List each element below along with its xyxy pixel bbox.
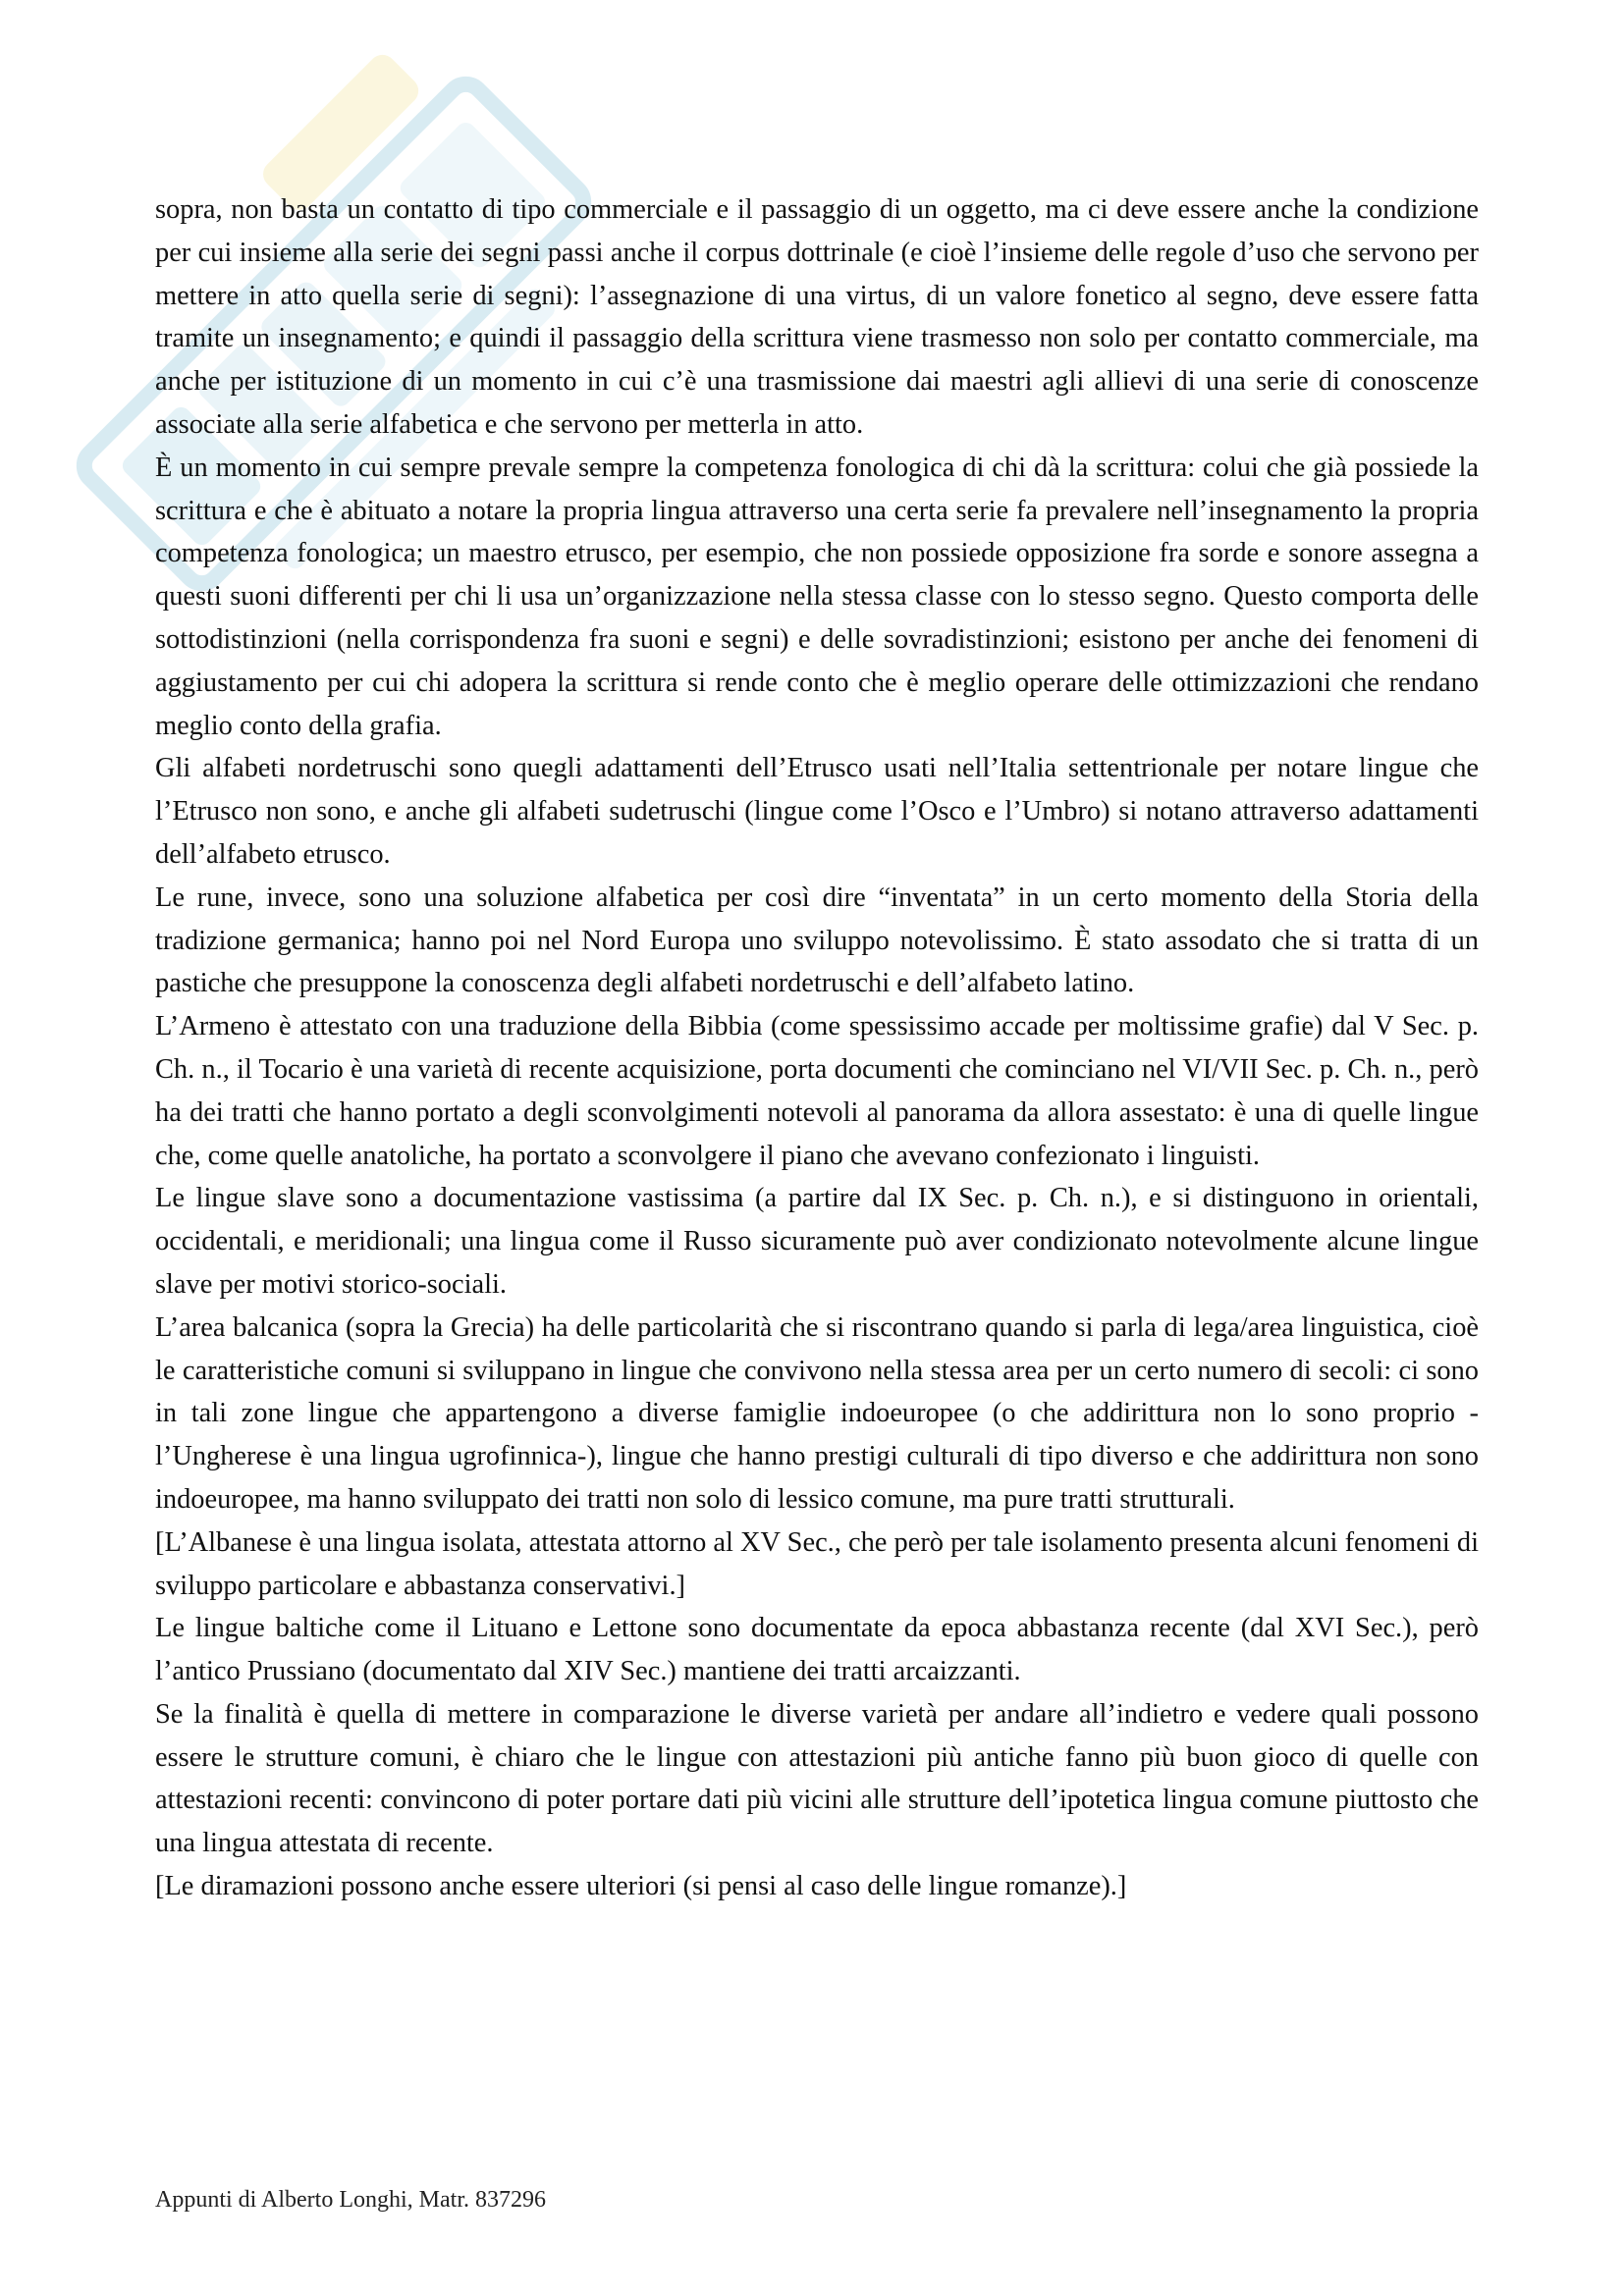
paragraph: Se la finalità è quella di mettere in comparazione le diverse varietà per andare all’indietro e vedere quali possono essere le strutture comuni, è chiaro che le lingue con attestazioni più antiche fanno più buon gioco di quelle con attestazioni recenti: convincono di poter portare dati più vicini alle strutture dell’ipotetica lingua comune piuttosto che una lingua attestata di recente.: [155, 1698, 1479, 1859]
paragraph: Gli alfabeti nordetruschi sono quegli adattamenti dell’Etrusco usati nell’Italia settentrionale per notare lingue che l’Etrusco non sono, e anche gli alfabeti sudetruschi (lingue come l’Osco e l’Umbro) si notano attraverso adattamenti dell’alfabeto etrusco.: [155, 753, 1479, 870]
paragraph: [L’Albanese è una lingua isolata, attestata attorno al XV Sec., che però per tale isolamento presenta alcuni fenomeni di sviluppo particolare e abbastanza conservativi.]: [155, 1526, 1479, 1601]
paragraph: [Le diramazioni possono anche essere ulteriori (si pensi al caso delle lingue romanze).]: [155, 1871, 1127, 1902]
paragraph: Le rune, invece, sono una soluzione alfabetica per così dire “inventata” in un certo momento della Storia della tradizione germanica; hanno poi nel Nord Europa uno sviluppo notevolissimo. È stato assodato che si tratta di un pastiche che presuppone la conoscenza degli alfabeti nordetruschi e dell’alfabeto latino.: [155, 881, 1479, 999]
paragraph: Le lingue slave sono a documentazione vastissima (a partire dal IX Sec. p. Ch. n.), e si distinguono in orientali, occidentali, e meridionali; una lingua come il Russo sicuramente può aver condizionato notevolmente alcune lingue slave per motivi storico-sociali.: [155, 1183, 1479, 1300]
paragraph: È un momento in cui sempre prevale sempre la competenza fonologica di chi dà la scrittura: colui che già possiede la scrittura e che è abituato a notare la propria lingua attraverso una certa serie fa prevalere nell’insegnamento la propria competenza fonologica; un maestro etrusco, per esempio, che non possiede opposizione fra sorde e sonore assegna a questi suoni differenti per chi li usa un’organizzazione nella stessa classe con lo stesso segno. Questo comporta delle sottodistinzioni (nella corrispondenza fra suoni e segni) e delle sovradistinzioni; esistono per anche dei fenomeni di aggiustamento per cui chi adopera la scrittura si rende conto che è meglio operare delle ottimizzazioni che rendano meglio conto della grafia.: [155, 452, 1479, 741]
paragraph: sopra, non basta un contatto di tipo commerciale e il passaggio di un oggetto, ma ci deve essere anche la condizione per cui insieme alla serie dei segni passi anche il corpus dottrinale (e cioè l’insieme delle regole d’uso che servono per mettere in atto quella serie di segni): l’assegnazione di una virtus, di un valore fonetico al segno, deve essere fatta tramite un insegnamento; e quindi il passaggio della scrittura viene trasmesso non solo per contatto commerciale, ma anche per istituzione di un momento in cui c’è una trasmissione dai maestri agli allievi di una serie di conoscenze associate alla serie alfabetica e che servono per metterla in atto.: [155, 194, 1479, 440]
paragraph: Le lingue baltiche come il Lituano e Lettone sono documentate da epoca abbastanza recente (dal XVI Sec.), però l’antico Prussiano (documentato dal XIV Sec.) mantiene dei tratti arcaizzanti.: [155, 1613, 1479, 1687]
paragraph: L’area balcanica (sopra la Grecia) ha delle particolarità che si riscontrano quando si parla di lega/area linguistica, cioè le caratteristiche comuni si sviluppano in lingue che convivono nella stessa area per un certo numero di secoli: ci sono in tali zone lingue che appartengono a diverse famiglie indoeuropee (o che addirittura non lo sono proprio -l’Ungherese è una lingua ugrofinnica-), lingue che hanno prestigi culturali di tipo diverso e che addirittura non sono indoeuropee, ma hanno sviluppato dei tratti non solo di lessico comune, ma pure tratti strutturali.: [155, 1311, 1479, 1515]
document-body: [155, 188, 1479, 1908]
paragraph: L’Armeno è attestato con una traduzione della Bibbia (come spessissimo accade per moltissime grafie) dal V Sec. p. Ch. n., il Tocario è una varietà di recente acquisizione, porta documenti che cominciano nel VI/VII Sec. p. Ch. n., però ha dei tratti che hanno portato a degli sconvolgimenti notevoli al panorama da allora assestato: è una di quelle lingue che, come quelle anatoliche, ha portato a sconvolgere il piano che avevano confezionato i linguisti.: [155, 1011, 1479, 1171]
page-footer: Appunti di Alberto Longhi, Matr. 837296: [155, 2187, 546, 2213]
